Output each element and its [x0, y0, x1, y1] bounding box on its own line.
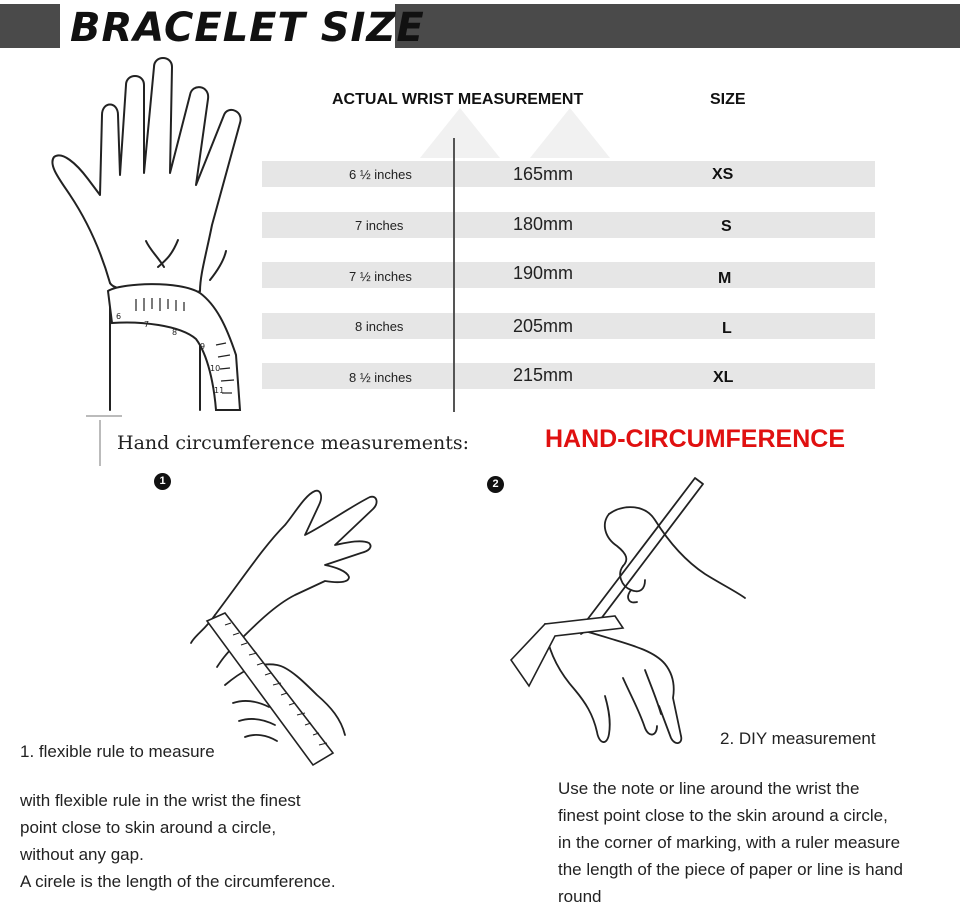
step-number-2: 2: [487, 476, 504, 493]
tape-tick-11: 11: [214, 386, 225, 395]
section-title: HAND-CIRCUMFERENCE: [545, 425, 845, 453]
step-1-caption: 1. flexible rule to measure: [20, 742, 215, 761]
row-size: M: [718, 270, 732, 287]
step-1-description: [20, 787, 336, 895]
tape-tick-8: 8: [172, 328, 178, 337]
row-inches: 7 inches: [355, 218, 404, 233]
page-title: BRACELET SIZE: [70, 5, 425, 51]
step-2-caption: 2. DIY measurement: [720, 729, 876, 748]
row-size: L: [722, 320, 732, 337]
row-size: XL: [713, 369, 734, 386]
tape-tick-9: 9: [200, 342, 206, 351]
row-inches: 8 inches: [355, 319, 404, 334]
header-measurement: ACTUAL WRIST MEASUREMENT: [332, 91, 584, 108]
row-mm: 215mm: [513, 365, 574, 385]
row-inches: 8 ½ inches: [349, 370, 412, 385]
step-1-line: with flexible rule in the wrist the finest: [20, 791, 301, 810]
row-mm: 165mm: [513, 164, 574, 184]
tape-tick-7: 7: [144, 320, 150, 329]
step-2-description: [558, 775, 903, 910]
step-2-line: round: [558, 887, 602, 906]
header-decor: [420, 98, 620, 158]
step-2-line: the length of the piece of paper or line is hand: [558, 860, 903, 879]
row-size: S: [721, 218, 732, 235]
flexible-rule-illustration: [185, 485, 385, 775]
row-inches: 7 ½ inches: [349, 269, 412, 284]
step-1-line: point close to skin around a circle,: [20, 818, 277, 837]
step-number-1: 1: [154, 473, 171, 490]
step-2-line: finest point close to the skin around a circle,: [558, 806, 888, 825]
step-1-line: A cirele is the length of the circumference.: [20, 872, 336, 891]
tape-tick-6: 6: [116, 312, 122, 321]
tape-tick-10: 10: [210, 364, 221, 373]
row-inches: 6 ½ inches: [349, 167, 412, 182]
row-mm: 205mm: [513, 316, 574, 336]
step-2-line: Use the note or line around the wrist the: [558, 779, 860, 798]
diy-measure-illustration: [505, 474, 750, 754]
column-divider: [453, 138, 455, 412]
hand-tape-illustration: [40, 55, 250, 415]
step-1-line: without any gap.: [20, 845, 144, 864]
row-size: XS: [712, 166, 734, 183]
section-label: Hand circumference measurements:: [117, 432, 469, 454]
row-mm: 190mm: [513, 263, 574, 283]
header-size: SIZE: [710, 91, 746, 108]
row-mm: 180mm: [513, 214, 574, 234]
step-2-line: in the corner of marking, with a ruler measure: [558, 833, 901, 852]
